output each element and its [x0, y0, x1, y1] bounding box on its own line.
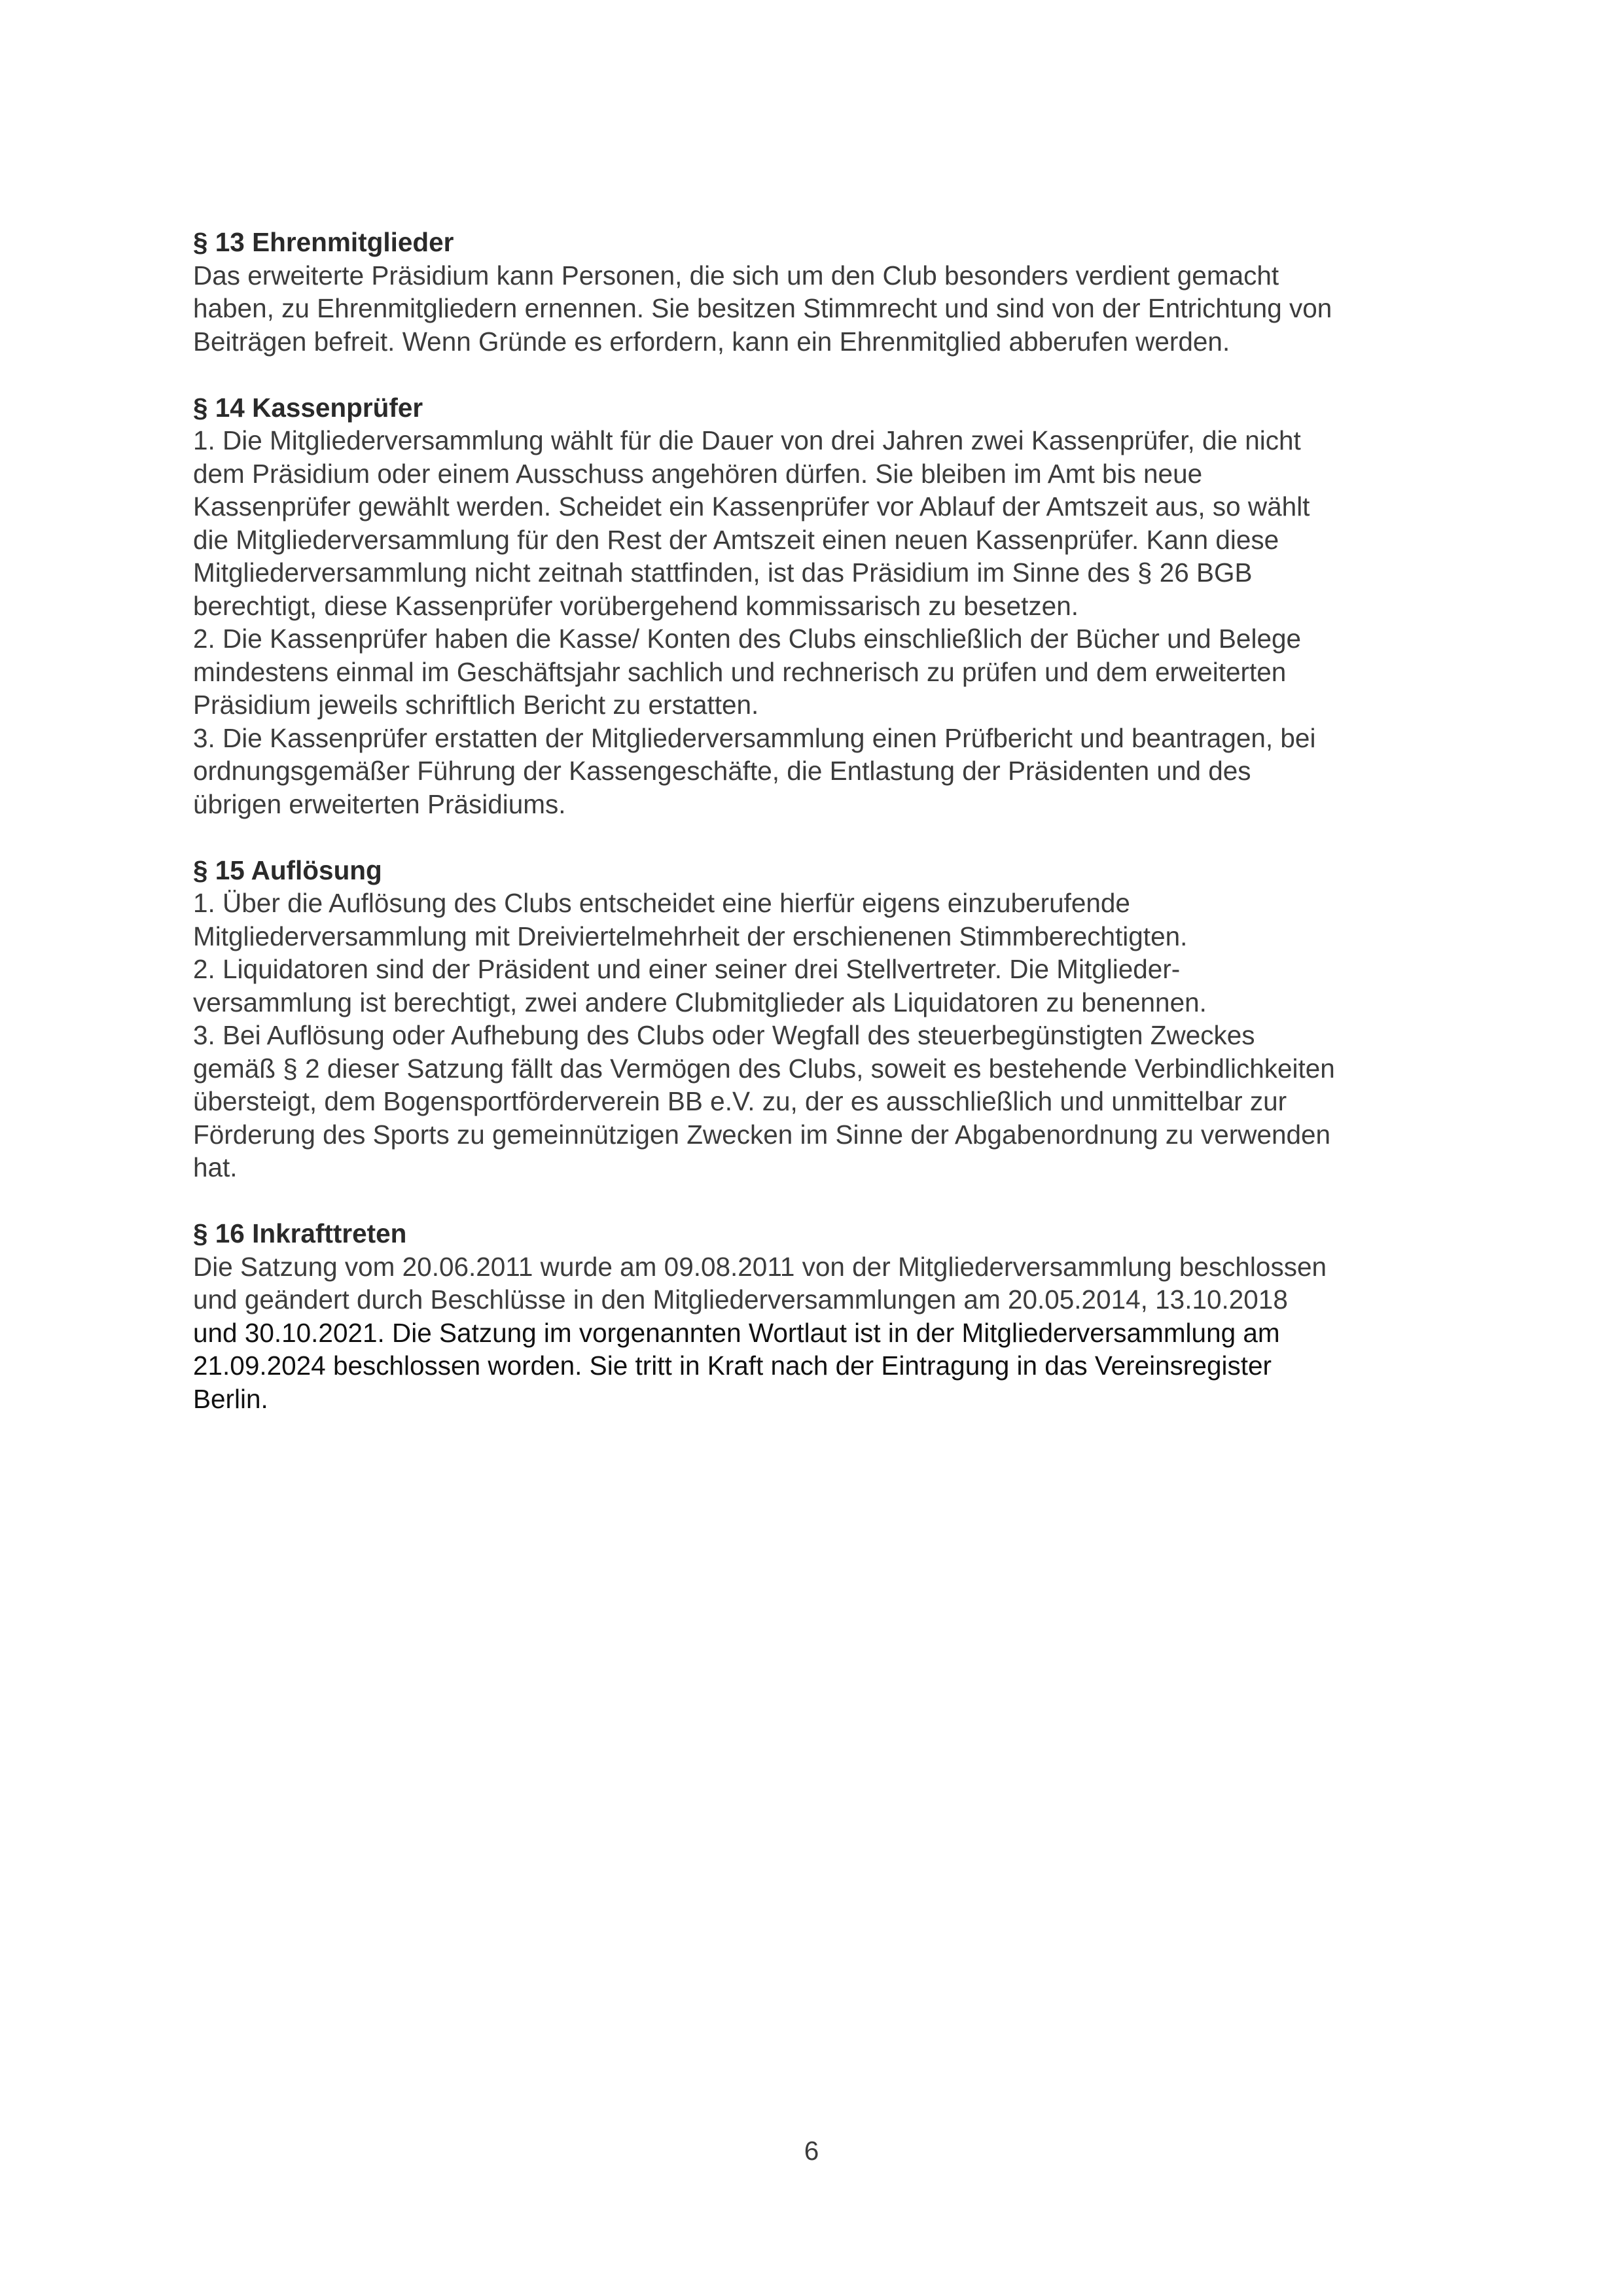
document-body [193, 226, 1459, 1449]
paragraph-line: 2. Liquidatoren sind der Präsident und einer seiner drei Stellvertreter. Die Mitglieder- [193, 954, 1181, 984]
paragraph-line: Mitgliederversammlung mit Dreiviertelmehrheit der erschienenen Stimmberechtigten. [193, 921, 1188, 951]
paragraph-line: Mitgliederversammlung nicht zeitnah stattfinden, ist das Präsidium im Sinne des § 26 BGB [193, 557, 1253, 588]
paragraph-line: mindestens einmal im Geschäftsjahr sachlich und rechnerisch zu prüfen und dem erweiterten [193, 656, 1287, 687]
paragraph-line: gemäß § 2 dieser Satzung fällt das Vermögen des Clubs, soweit es bestehende Verbindlichkeiten [193, 1053, 1335, 1084]
paragraph-line: und 30.10.2021. Die Satzung im vorgenannten Wortlaut ist in der Mitgliederversammlung am [193, 1317, 1280, 1348]
section-heading: § 13 Ehrenmitglieder [193, 227, 454, 257]
paragraph-line: die Mitgliederversammlung für den Rest der Amtszeit einen neuen Kassenprüfer. Kann diese [193, 524, 1279, 555]
paragraph-line: haben, zu Ehrenmitgliedern ernennen. Sie besitzen Stimmrecht und sind von der Entrichtung von [193, 293, 1332, 323]
paragraph-line: 1. Über die Auflösung des Clubs entscheidet eine hierfür eigens einzuberufende [193, 888, 1130, 918]
section-13-ehrenmitglieder [193, 226, 1459, 358]
paragraph-line: 21.09.2024 beschlossen worden. Sie tritt in Kraft nach der Eintragung in das Vereinsregister [193, 1351, 1272, 1381]
paragraph-line: ordnungsgemäßer Führung der Kassengeschäfte, die Entlastung der Präsidenten und des [193, 756, 1251, 786]
section-heading: § 14 Kassenprüfer [193, 392, 423, 423]
paragraph-line: Förderung des Sports zu gemeinnützigen Zwecken im Sinne der Abgabenordnung zu verwenden [193, 1119, 1331, 1150]
paragraph-line: Das erweiterte Präsidium kann Personen, die sich um den Club besonders verdient gemacht [193, 260, 1279, 291]
paragraph-line: übrigen erweiterten Präsidiums. [193, 788, 566, 819]
paragraph-line: Präsidium jeweils schriftlich Bericht zu erstatten. [193, 690, 759, 720]
paragraph-line: 1. Die Mitgliederversammlung wählt für die Dauer von drei Jahren zwei Kassenprüfer, die nicht [193, 425, 1301, 455]
paragraph-line: Beiträgen befreit. Wenn Gründe es erfordern, kann ein Ehrenmitglied abberufen werden. [193, 326, 1230, 357]
paragraph-line: berechtigt, diese Kassenprüfer vorübergehend kommissarisch zu besetzen. [193, 590, 1079, 621]
paragraph-line: versammlung ist berechtigt, zwei andere Clubmitglieder als Liquidatoren zu benennen. [193, 987, 1207, 1017]
page-number: 6 [804, 2136, 819, 2166]
paragraph-line: 2. Die Kassenprüfer haben die Kasse/ Konten des Clubs einschließlich der Bücher und Belege [193, 624, 1302, 654]
paragraph-line: hat. [193, 1152, 238, 1182]
section-14-kassenpruefer [193, 391, 1459, 821]
paragraph-line: Berlin. [193, 1383, 268, 1414]
paragraph-line: dem Präsidium oder einem Ausschuss angehören dürfen. Sie bleiben im Amt bis neue [193, 458, 1203, 489]
paragraph-line: Kassenprüfer gewählt werden. Scheidet ein Kassenprüfer vor Ablauf der Amtszeit aus, so wählt [193, 491, 1310, 521]
paragraph-line: 3. Bei Auflösung oder Aufhebung des Clubs oder Wegfall des steuerbegünstigten Zweckes [193, 1020, 1255, 1050]
paragraph-line: 3. Die Kassenprüfer erstatten der Mitgliederversammlung einen Prüfbericht und beantragen, bei [193, 722, 1316, 753]
section-heading: § 16 Inkrafttreten [193, 1218, 407, 1248]
section-16-inkrafttreten [193, 1217, 1459, 1415]
paragraph-line: und geändert durch Beschlüsse in den Mitgliederversammlungen am 20.05.2014, 13.10.2018 [193, 1284, 1288, 1315]
section-heading: § 15 Auflösung [193, 855, 382, 885]
section-15-aufloesung [193, 854, 1459, 1184]
paragraph-line: übersteigt, dem Bogensportförderverein BB e.V. zu, der es ausschließlich und unmittelbar zur [193, 1086, 1287, 1116]
paragraph-line: Die Satzung vom 20.06.2011 wurde am 09.08.2011 von der Mitgliederversammlung beschlossen [193, 1251, 1327, 1282]
